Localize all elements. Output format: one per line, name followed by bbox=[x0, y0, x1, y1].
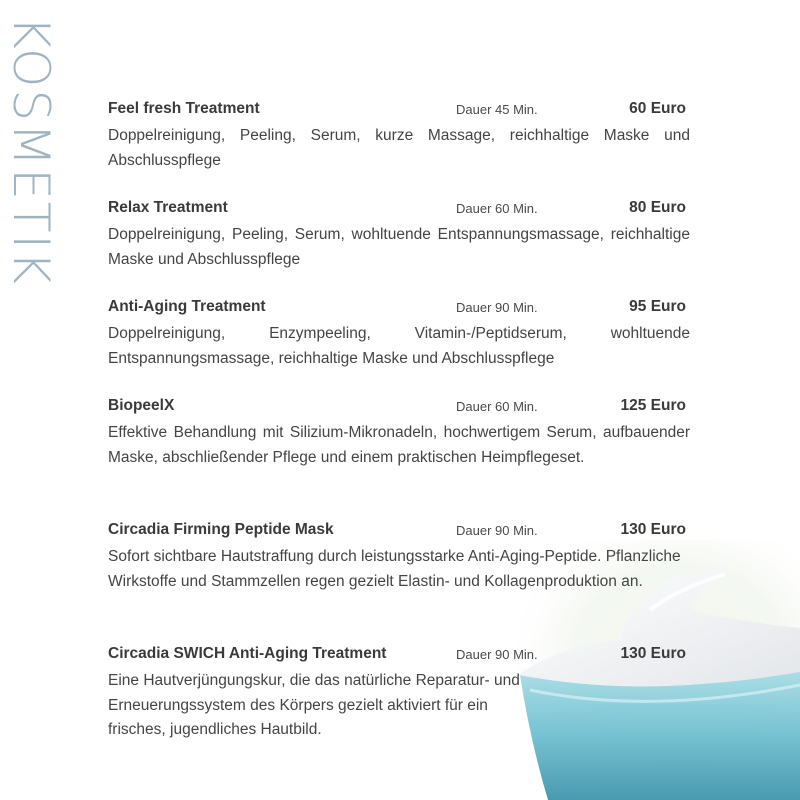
treatment-name: Circadia SWICH Anti-Aging Treatment bbox=[108, 645, 387, 662]
treatment-duration: Dauer 45 Min. bbox=[456, 102, 538, 117]
treatment-duration: Dauer 90 Min. bbox=[456, 523, 538, 538]
treatment-item bbox=[108, 298, 690, 371]
treatment-price: 125 Euro bbox=[620, 397, 686, 414]
treatment-price: 80 Euro bbox=[629, 199, 686, 216]
treatment-item bbox=[108, 199, 690, 272]
treatment-duration: Dauer 90 Min. bbox=[456, 647, 538, 662]
treatment-description: Effektive Behandlung mit Silizium-Mikronadeln, hochwertigem Serum, aufbauender Maske, abschließender Pflege und einem praktischen Heimpflegeset. bbox=[108, 424, 690, 466]
treatment-duration: Dauer 90 Min. bbox=[456, 300, 538, 315]
treatment-duration: Dauer 60 Min. bbox=[456, 201, 538, 216]
treatment-description: Doppelreinigung, Peeling, Serum, kurze Massage, reichhaltige Maske und Abschlusspflege bbox=[108, 127, 690, 169]
treatment-duration: Dauer 60 Min. bbox=[456, 399, 538, 414]
treatment-item bbox=[108, 100, 690, 173]
treatment-description: Doppelreinigung, Peeling, Serum, wohltuende Entspannungsmassage, reichhaltige Maske und Abschlusspflege bbox=[108, 226, 690, 268]
treatment-item bbox=[108, 397, 690, 470]
section-title: KOSMETIK bbox=[2, 16, 60, 286]
treatment-item bbox=[108, 521, 690, 594]
treatment-description: Doppelreinigung, Enzympeeling, Vitamin-/Peptidserum, wohltuende Entspannungsmassage, reichhaltige Maske und Abschlusspflege bbox=[108, 325, 690, 367]
treatment-name: BiopeelX bbox=[108, 397, 175, 414]
treatment-price: 130 Euro bbox=[620, 521, 686, 538]
treatment-description: Eine Hautverjüngungskur, die das natürliche Reparatur- und Erneuerungssystem des Körpers gezielt aktiviert für ein frisches, jugendliches Hautbild. bbox=[108, 672, 520, 738]
treatment-description: Sofort sichtbare Hautstraffung durch leistungsstarke Anti-Aging-Peptide. Pflanzliche Wirkstoffe und Stammzellen regen gezielt Elastin- und Kollagenproduktion an. bbox=[108, 548, 681, 590]
treatment-name: Feel fresh Treatment bbox=[108, 100, 260, 117]
treatment-item bbox=[108, 645, 686, 743]
treatment-price: 130 Euro bbox=[620, 645, 686, 662]
treatment-name: Anti-Aging Treatment bbox=[108, 298, 266, 315]
treatment-price: 60 Euro bbox=[629, 100, 686, 117]
treatment-price: 95 Euro bbox=[629, 298, 686, 315]
treatment-name: Relax Treatment bbox=[108, 199, 228, 216]
treatment-name: Circadia Firming Peptide Mask bbox=[108, 521, 334, 538]
